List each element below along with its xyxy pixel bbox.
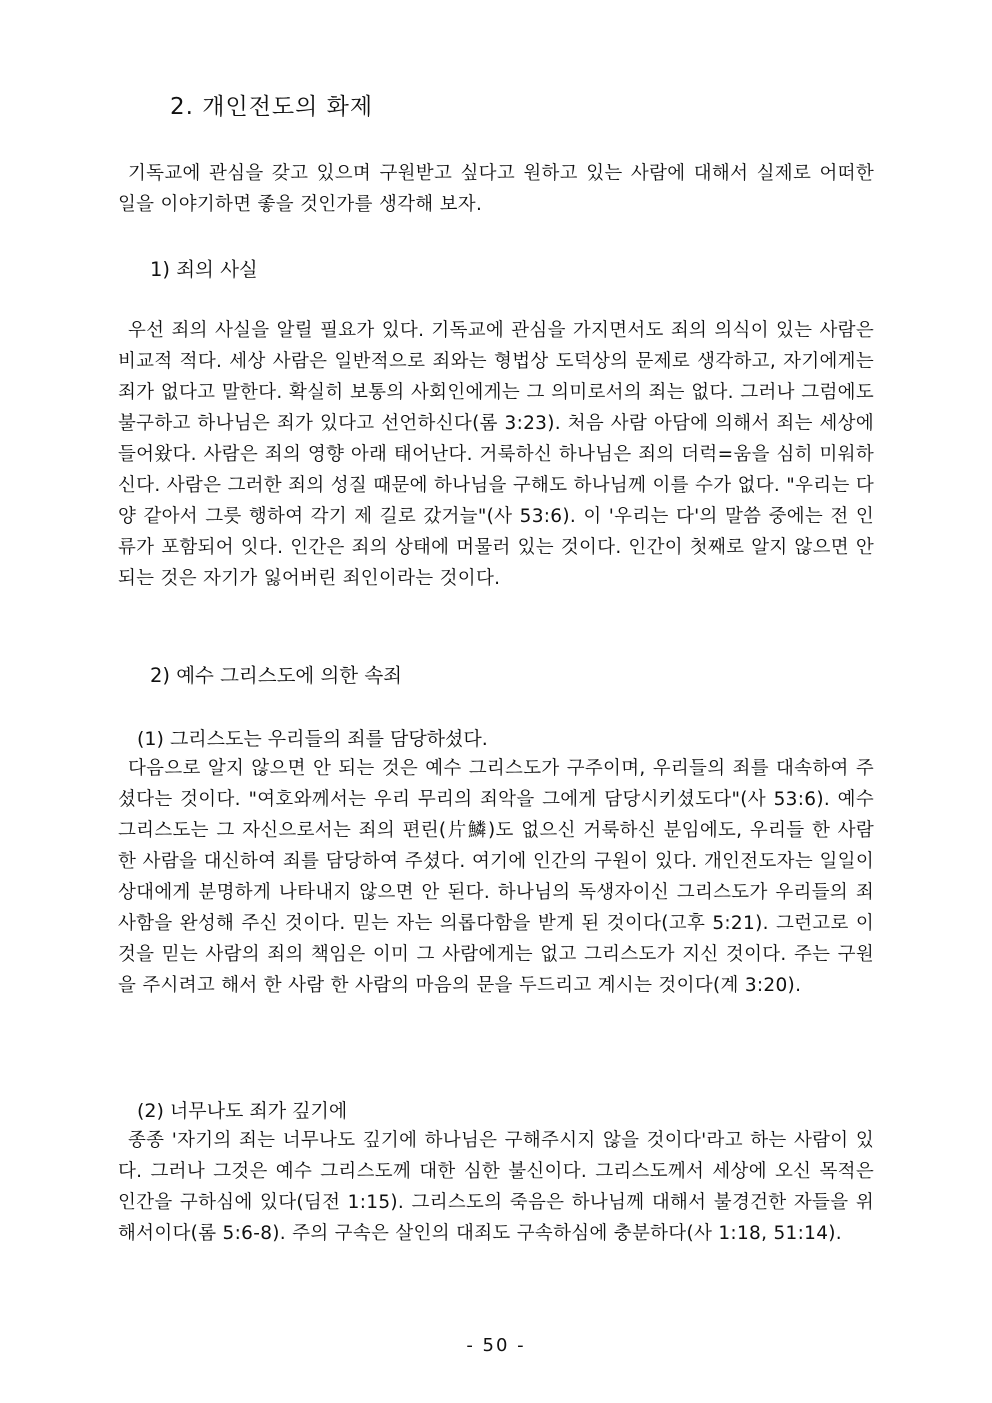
page-number: - 50 -: [466, 1335, 526, 1356]
section2-sub2-heading: (2) 너무나도 죄가 깊기에: [137, 1100, 348, 1122]
section2-sub1-body: 다음으로 알지 않으면 안 되는 것은 예수 그리스도가 구주이며, 우리들의 죄를 대속하여 주셨다는 것이다. "여호와께서는 우리 무리의 죄악을 그에게 담당시키셨도다"(사 53:6). 예수 그리스도는 그 자신으로서는 죄의 편린(片鱗)도 없으신 거룩하신 분임에도, 우리들 한 사람 한 사람을 대신하여 죄를 담당하여 주셨다. 여기에 인간의 구원이 있다. 개인전도자는 일일이 상대에게 분명하게 나타내지 않으면 안 된다. 하나님의 독생자이신 그리스도가 우리들의 죄 사함을 완성해 주신 것이다. 믿는 자는 의롭다함을 받게 된 것이다(고후 5:21). 그런고로 이것을 믿는 사람의 죄의 책임은 이미 그 사람에게는 없고 그리스도가 지신 것이다. 주는 구원을 주시려고 해서 한 사람 한 사람의 마음의 문을 두드리고 계시는 것이다(계 3:20).: [118, 758, 874, 996]
intro-paragraph: 기독교에 관심을 갖고 있으며 구원받고 싶다고 원하고 있는 사람에 대해서 실제로 어떠한 일을 이야기하면 좋을 것인가를 생각해 보자.: [118, 163, 874, 215]
page-title: 2. 개인전도의 화제: [170, 94, 374, 120]
section1-body: 우선 죄의 사실을 알릴 필요가 있다. 기독교에 관심을 가지면서도 죄의 의식이 있는 사람은 비교적 적다. 세상 사람은 일반적으로 죄와는 형법상 도덕상의 문제로 생각하고, 자기에게는 죄가 없다고 말한다. 확실히 보통의 사회인에게는 그 의미로서의 죄는 없다. 그러나 그럼에도 불구하고 하나님은 죄가 있다고 선언하신다(롬 3:23). 처음 사람 아담에 의해서 죄는 세상에 들어왔다. 사람은 죄의 영향 아래 태어난다. 거룩하신 하나님은 죄의 더럭=움을 심히 미워하신다. 사람은 그러한 죄의 성질 때문에 하나님을 구해도 하나님께 이를 수가 없다. "우리는 다 양 같아서 그릇 행하여 각기 제 길로 갔거늘"(사 53:6). 이 '우리는 다'의 말씀 중에는 전 인류가 포함되어 잇다. 인간은 죄의 상태에 머물러 있는 것이다. 인간이 첫째로 알지 않으면 안 되는 것은 자기가 잃어버린 죄인이라는 것이다.: [118, 320, 874, 589]
section2-sub1-heading: (1) 그리스도는 우리들의 죄를 담당하셨다.: [137, 728, 488, 750]
section2-sub2-body: 종종 '자기의 죄는 너무나도 깊기에 하나님은 구해주시지 않을 것이다'라고 하는 사람이 있다. 그러나 그것은 예수 그리스도께 대한 심한 불신이다. 그리스도께서 세상에 오신 목적은 인간을 구하심에 있다(딤전 1:15). 그리스도의 죽음은 하나님께 대해서 불경건한 자들을 위해서이다(롬 5:6-8). 주의 구속은 살인의 대죄도 구속하심에 충분하다(사 1:18, 51:14).: [118, 1130, 874, 1244]
section1-heading: 1) 죄의 사실: [150, 258, 258, 281]
section2-heading: 2) 예수 그리스도에 의한 속죄: [150, 664, 403, 687]
